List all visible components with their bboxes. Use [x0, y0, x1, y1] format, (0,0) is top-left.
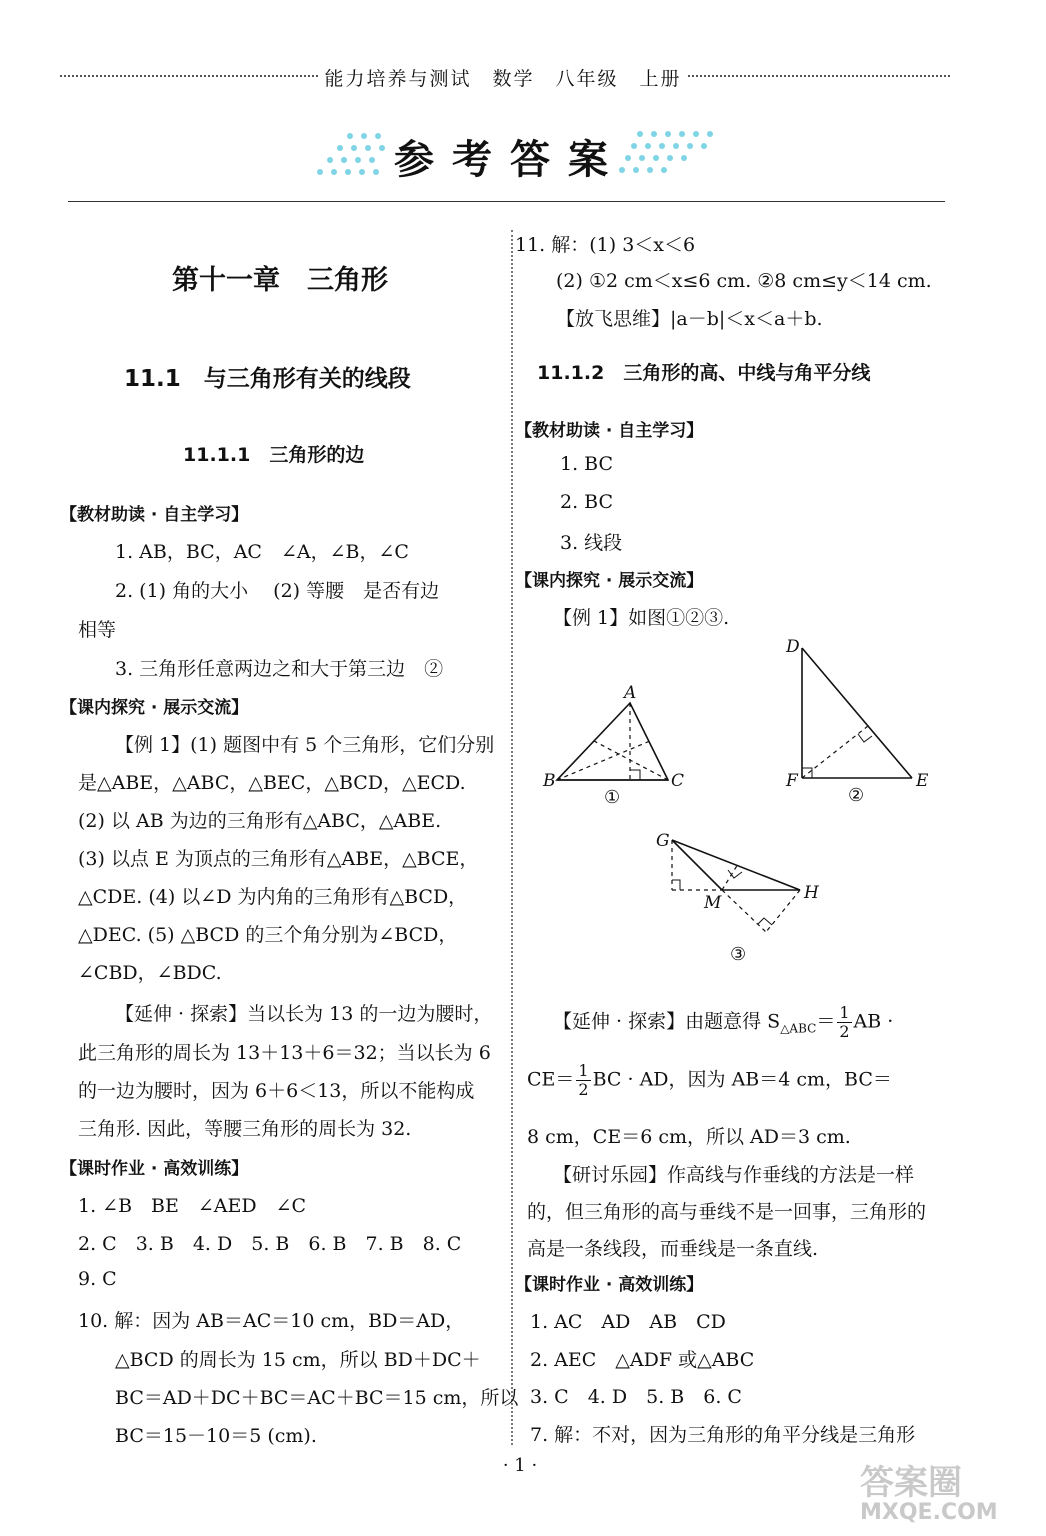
- example-line: (3) 以点 E 为顶点的三角形有△ABE，△BCE，: [78, 848, 479, 870]
- heading-study-2: 【教材助读 · 自主学习】: [515, 421, 704, 441]
- fun-line: 【研讨乐园】作高线与作垂线的方法是一样: [553, 1164, 915, 1186]
- watermark: [860, 1465, 998, 1525]
- label-M: M: [704, 893, 722, 913]
- label-C: C: [671, 771, 685, 791]
- fraction-half: [837, 1004, 851, 1041]
- watermark-logo-text: 答案圈: [860, 1463, 962, 1503]
- fig1-triangle: [557, 703, 668, 780]
- heading-homework-2: 【课时作业 · 高效训练】: [515, 1275, 704, 1295]
- section-title-2: 11.1.2 三角形的高、中线与角平分线: [537, 362, 871, 384]
- example-line: △CDE. (4) 以∠D 为内角的三角形有△BCD，: [78, 886, 468, 908]
- extension2-text-e: BC · AD，因为 AB＝4 cm，BC＝: [592, 1068, 892, 1091]
- heading-explore-2: 【课内探究 · 展示交流】: [515, 571, 704, 591]
- homework2-line: 7. 解：不对，因为三角形的角平分线是三角形: [530, 1424, 916, 1446]
- homework2-line: 3. C 4. D 5. B 6. C: [530, 1386, 742, 1408]
- study-item-2-cont: 相等: [78, 619, 117, 641]
- fraction-numerator-2: 1: [578, 1061, 589, 1080]
- heading-explore: 【课内探究 · 展示交流】: [60, 698, 249, 718]
- homework-line: BC＝AD＋DC＋BC＝AC＋BC＝15 cm，所以: [115, 1387, 519, 1409]
- example1-ref: 【例 1】如图①②③.: [553, 607, 730, 629]
- study-item-2: 2. (1) 角的大小 (2) 等腰 是否有边: [115, 580, 440, 602]
- extension2-equals: ＝: [816, 1010, 836, 1033]
- extension2-text-d: CE＝: [527, 1068, 575, 1091]
- example-line: 是△ABE，△ABC，△BEC，△BCD，△ECD.: [78, 772, 466, 794]
- homework-line: BC＝15－10＝5 (cm).: [115, 1425, 317, 1447]
- extension-line: 此三角形的周长为 13＋13＋6＝32；当以长为 6: [78, 1042, 491, 1064]
- header-title: 能力培养与测试 数学 八年级 上册: [324, 68, 682, 90]
- extension2-text-a: 【延伸 · 探索】由题意得 S: [553, 1010, 781, 1033]
- homework-line: △BCD 的周长为 15 cm，所以 BD＋DC＋: [115, 1349, 481, 1371]
- subsection-title: 11.1.1 三角形的边: [183, 444, 365, 466]
- q11-line-2: (2) ①2 cm＜x≤6 cm. ②8 cm≤y＜14 cm.: [556, 270, 932, 292]
- study2-item: 1. BC: [560, 453, 614, 475]
- study2-item: 2. BC: [560, 491, 614, 513]
- fly-thinking: 【放飞思维】|a－b|＜x＜a＋b.: [556, 308, 823, 330]
- homework-line: 1. ∠B BE ∠AED ∠C: [78, 1195, 307, 1217]
- figure-number-1: ①: [604, 787, 621, 808]
- study2-item: 3. 线段: [560, 532, 623, 554]
- extension2-line-2: [527, 1062, 892, 1099]
- chapter-title: 第十一章 三角形: [172, 265, 388, 296]
- banner-title: 参考答案: [394, 137, 626, 183]
- section-title: 11.1 与三角形有关的线段: [124, 366, 411, 392]
- example-line: ∠CBD，∠BDC.: [78, 962, 222, 984]
- homework-line: 2. C 3. B 4. D 5. B 6. B 7. B 8. C: [78, 1233, 462, 1255]
- fun-line: 的，但三角形的高与垂线不是一回事，三角形的: [527, 1201, 927, 1223]
- extension2-subscript: △ABC: [780, 1021, 817, 1036]
- label-A: A: [624, 683, 637, 703]
- homework-line: 10. 解：因为 AB＝AC＝10 cm，BD＝AD，: [78, 1310, 465, 1332]
- extension2-text-c: AB ·: [853, 1010, 894, 1033]
- extension-line: 的一边为腰时，因为 6＋6＜13，所以不能构成: [78, 1080, 475, 1102]
- label-G: G: [656, 831, 670, 851]
- study-item-1: 1. AB，BC，AC ∠A，∠B，∠C: [115, 541, 409, 563]
- label-E: E: [916, 771, 929, 791]
- extension2-line-1: [553, 1004, 893, 1041]
- fraction-half-2: [576, 1062, 590, 1099]
- example-line: 【例 1】(1) 题图中有 5 个三角形，它们分别: [115, 734, 495, 756]
- label-H: H: [804, 883, 819, 903]
- homework2-line: 1. AC AD AB CD: [530, 1311, 726, 1333]
- extension-line: 【延伸 · 探索】当以长为 13 的一边为腰时，: [115, 1003, 493, 1025]
- heading-homework: 【课时作业 · 高效训练】: [60, 1159, 249, 1179]
- watermark-url: MXQE.COM: [860, 1500, 998, 1525]
- fraction-denominator-2: 2: [578, 1080, 589, 1099]
- homework2-line: 2. AEC △ADF 或△ABC: [530, 1349, 755, 1371]
- extension-line: 三角形. 因此，等腰三角形的周长为 32.: [78, 1118, 412, 1140]
- figure-number-3: ③: [730, 944, 747, 965]
- study-item-3: 3. 三角形任意两边之和大于第三边 ②: [115, 658, 444, 680]
- example-line: △DEC. (5) △BCD 的三个角分别为∠BCD，: [78, 924, 458, 946]
- fraction-denominator: 2: [839, 1022, 850, 1041]
- figure-number-2: ②: [848, 785, 865, 806]
- fraction-numerator: 1: [839, 1003, 850, 1022]
- fun-line: 高是一条线段，而垂线是一条直线.: [527, 1238, 819, 1260]
- label-B: B: [543, 771, 556, 791]
- q11-line-1: 11. 解：(1) 3＜x＜6: [515, 234, 696, 256]
- homework-line: 9. C: [78, 1268, 117, 1290]
- heading-study: 【教材助读 · 自主学习】: [60, 505, 249, 525]
- extension2-line-3: 8 cm，CE＝6 cm，所以 AD＝3 cm.: [527, 1126, 851, 1148]
- label-D: D: [786, 637, 800, 657]
- label-F: F: [786, 771, 798, 791]
- page-number: · 1 ·: [502, 1455, 538, 1476]
- example-line: (2) 以 AB 为边的三角形有△ABC，△ABE.: [78, 810, 442, 832]
